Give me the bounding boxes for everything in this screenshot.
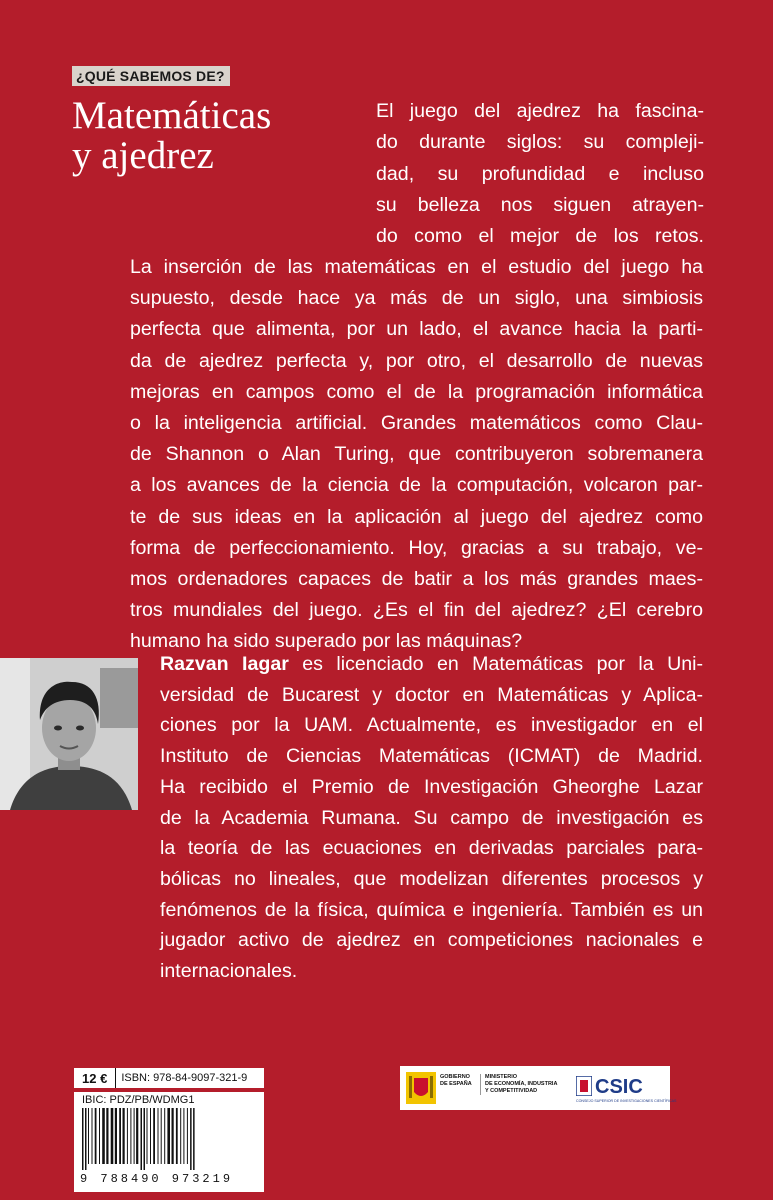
book-title bbox=[72, 96, 372, 176]
text-line: o la inteligencia artificial. Grandes matemáticos como Clau- bbox=[130, 412, 703, 435]
text-line: dad, su profundidad e incluso bbox=[376, 162, 704, 185]
barcode-bar bbox=[92, 1108, 93, 1164]
text-line: perfecta que alimenta, por un lado, el avance hacia la parti- bbox=[130, 318, 703, 341]
barcode-bar bbox=[95, 1108, 97, 1164]
text-line: Ha recibido el Premio de Investigación Gheorghe Lazar bbox=[160, 775, 703, 798]
barcode-bar bbox=[193, 1108, 195, 1170]
text-line: La inserción de las matemáticas en el estudio del juego ha bbox=[130, 256, 703, 278]
barcode-bar bbox=[190, 1108, 192, 1170]
barcode-bar bbox=[85, 1108, 87, 1170]
ibic-code: IBIC: PDZ/PB/WDMG1 bbox=[82, 1094, 195, 1106]
intro-paragraph bbox=[376, 96, 704, 252]
text-line: tros mundiales del juego. ¿Es el fin del ajedrez? ¿El cerebro bbox=[130, 599, 703, 622]
text-line: El juego del ajedrez ha fascina- bbox=[376, 100, 704, 122]
text-line: su belleza nos siguen atrayen- bbox=[376, 193, 704, 216]
gobierno-line: DE ESPAÑA bbox=[440, 1081, 472, 1087]
barcode-bar bbox=[136, 1108, 138, 1164]
text-fragment: es licenciado en Matemáticas por la Uni- bbox=[288, 653, 703, 675]
text-line: de la Academia Rumana. Su campo de investigación es bbox=[160, 806, 703, 829]
gobierno-label bbox=[440, 1074, 472, 1088]
text-line: ciones por la UAM. Actualmente, es investigador en el bbox=[160, 714, 703, 737]
barcode-bar bbox=[127, 1108, 128, 1164]
author-photo bbox=[0, 658, 138, 810]
text-line: te de sus ideas en la aplicación al juego del ajedrez como bbox=[130, 505, 703, 528]
barcode-bar bbox=[141, 1108, 143, 1170]
barcode-bar bbox=[187, 1108, 188, 1164]
csic-logo-text: CSIC bbox=[595, 1076, 643, 1098]
series-tag: ¿QUÉ SABEMOS DE? bbox=[72, 66, 230, 86]
barcode-bar bbox=[144, 1108, 146, 1170]
ministerio-line: MINISTERIO bbox=[485, 1074, 518, 1080]
barcode-bar bbox=[123, 1108, 125, 1164]
text-line: da de ajedrez perfecta y, por otro, el desarrollo de nuevas bbox=[130, 349, 703, 372]
text-line bbox=[160, 649, 703, 680]
csic-emblem-icon bbox=[576, 1076, 592, 1096]
barcode-bar bbox=[172, 1108, 174, 1164]
barcode-bar bbox=[111, 1108, 114, 1164]
barcode-bar bbox=[176, 1108, 178, 1164]
barcode-box bbox=[74, 1092, 264, 1192]
barcode-bar bbox=[134, 1108, 135, 1164]
text-line: supuesto, desde hace ya más de un siglo, una simbiosis bbox=[130, 287, 703, 310]
text-line: fenómenos de la física, química e ingeniería. También es un bbox=[160, 898, 703, 921]
gobierno-line: GOBIERNO bbox=[440, 1074, 470, 1080]
text-line: mejoras en campos como el de la programación informática bbox=[130, 380, 703, 403]
coat-of-arms-icon bbox=[406, 1072, 436, 1104]
barcode-bar bbox=[99, 1108, 100, 1164]
author-bio bbox=[160, 649, 703, 987]
title-line: y ajedrez bbox=[72, 134, 214, 177]
price: 12 € bbox=[74, 1068, 116, 1088]
ministerio-line: DE ECONOMÍA, INDUSTRIA bbox=[485, 1081, 558, 1087]
barcode-bar bbox=[183, 1108, 184, 1164]
ministerio-label bbox=[480, 1074, 557, 1095]
price-isbn-box bbox=[74, 1068, 264, 1088]
text-line: la teoría de las ecuaciones en derivadas parciales para- bbox=[160, 837, 703, 860]
barcode-bar bbox=[82, 1108, 84, 1170]
barcode-bar bbox=[147, 1108, 148, 1164]
barcode-bar bbox=[153, 1108, 155, 1164]
isbn: ISBN: 978-84-9097-321-9 bbox=[121, 1072, 248, 1084]
barcode-bar bbox=[130, 1108, 131, 1164]
csic-subtitle: CONSEJO SUPERIOR DE INVESTIGACIONES CIENTÍFICAS bbox=[576, 1099, 677, 1103]
text-line: do como el mejor de los retos. bbox=[376, 225, 704, 248]
text-line: internacionales. bbox=[160, 960, 298, 983]
author-portrait-image bbox=[0, 658, 138, 810]
text-line: bólicas no lineales, que modelizan diferentes procesos y bbox=[160, 867, 703, 890]
text-line: jugador activo de ajedrez en competiciones nacionales e bbox=[160, 929, 703, 952]
barcode-bar bbox=[102, 1108, 105, 1164]
text-line: Instituto de Ciencias Matemáticas (ICMAT) de Madrid. bbox=[160, 745, 703, 768]
author-name: Razvan Iagar bbox=[160, 653, 289, 675]
text-line: a los avances de la ciencia de la computación, volcaron par- bbox=[130, 474, 703, 497]
text-line: do durante siglos: su compleji- bbox=[376, 131, 704, 154]
barcode-bar bbox=[158, 1108, 159, 1164]
barcode-bar bbox=[106, 1108, 108, 1164]
barcode-bar bbox=[164, 1108, 165, 1164]
barcode-bar bbox=[150, 1108, 151, 1164]
barcode-icon bbox=[82, 1108, 258, 1170]
text-line: mos ordenadores capaces de batir a los más grandes maes- bbox=[130, 568, 703, 591]
text-line: de Shannon o Alan Turing, que contribuyeron sobremanera bbox=[130, 443, 703, 466]
barcode-bar bbox=[119, 1108, 121, 1164]
barcode-bar bbox=[115, 1108, 117, 1164]
barcode-number: 9 788490 973219 bbox=[80, 1172, 234, 1186]
text-line: forma de perfeccionamiento. Hoy, gracias a su trabajo, ve- bbox=[130, 536, 703, 559]
title-line: Matemáticas bbox=[72, 94, 272, 137]
publisher-logos bbox=[400, 1066, 677, 1110]
main-paragraph bbox=[130, 252, 703, 658]
barcode-bar bbox=[88, 1108, 89, 1164]
text-line: versidad de Bucarest y doctor en Matemáticas y Aplica- bbox=[160, 683, 703, 706]
ministerio-line: Y COMPETITIVIDAD bbox=[485, 1088, 538, 1094]
text-line: humano ha sido superado por las máquinas? bbox=[130, 630, 523, 653]
barcode-bar bbox=[180, 1108, 181, 1164]
barcode-bar bbox=[161, 1108, 162, 1164]
barcode-bar bbox=[167, 1108, 170, 1164]
